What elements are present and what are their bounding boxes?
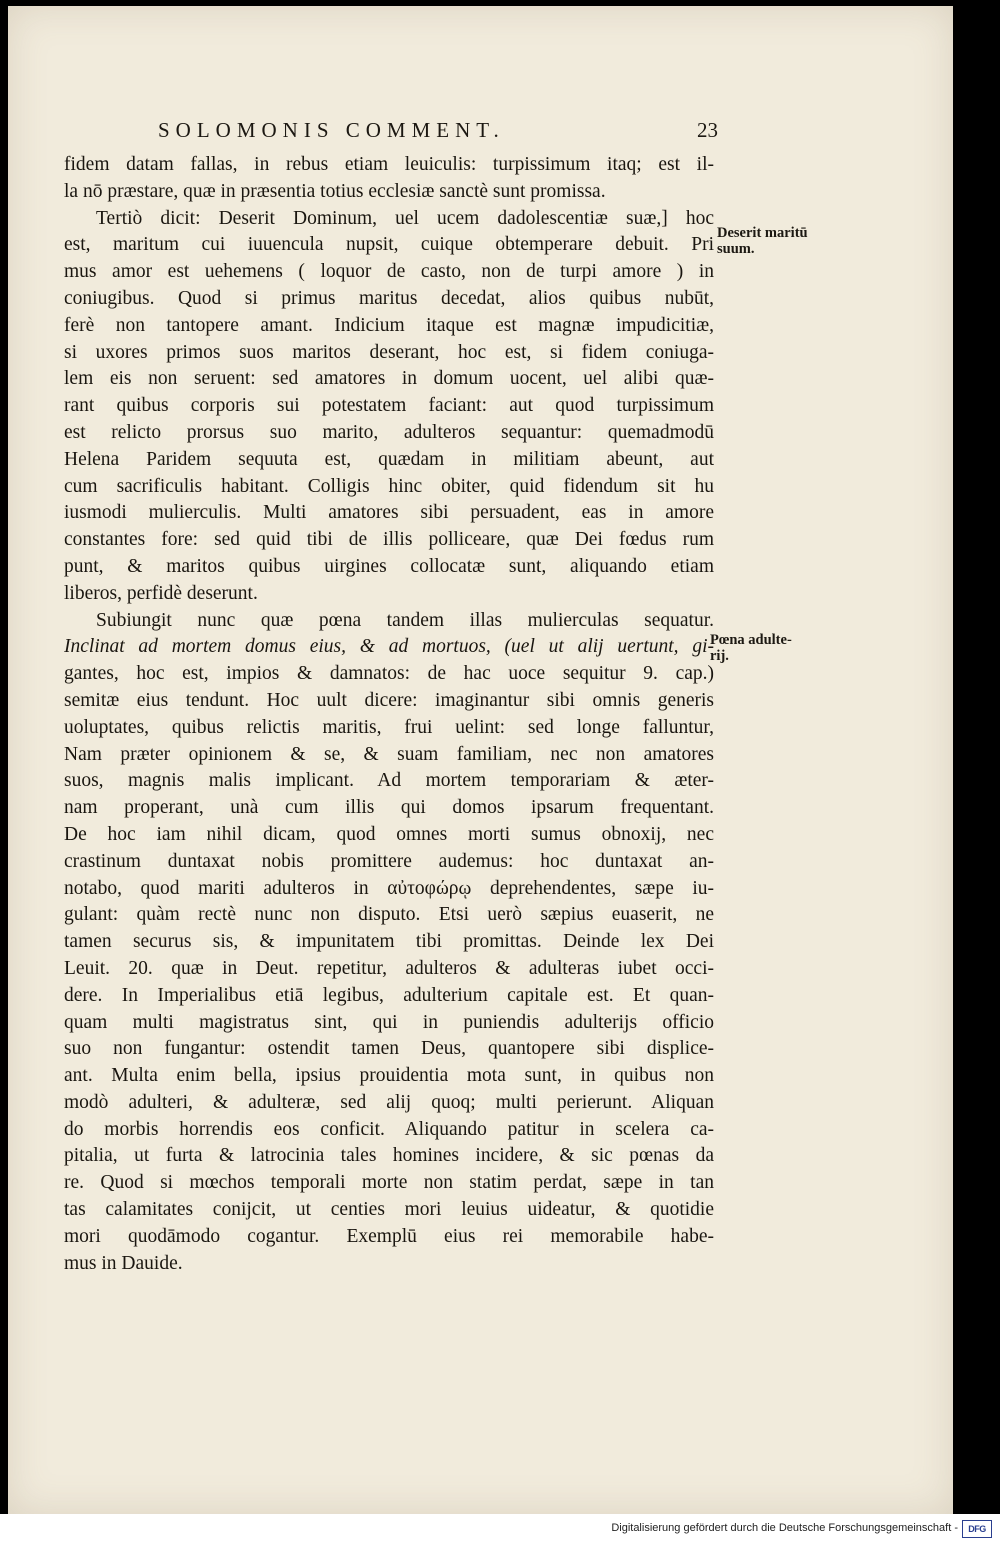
text-line: punt, & maritos quibus uirgines collocatæ sunt, aliquando etiam — [64, 555, 714, 577]
margin-note-line: Pœna adulte- — [710, 632, 792, 648]
text-line: crastinum duntaxat nobis promittere audemus: hoc duntaxat an- — [64, 850, 714, 872]
text-line: Inclinat ad mortem domus eius, & ad mortuos, (uel ut alij uertunt, gi- — [64, 636, 714, 658]
dfg-logo: DFG — [962, 1520, 992, 1538]
text-line: uoluptates, quibus relictis maritis, frui uelint: sed longe falluntur, — [64, 716, 714, 738]
margin-note-line: suum. — [717, 241, 755, 257]
text-line: est relicto prorsus suo marito, adulteros sequantur: quemadmodū — [64, 421, 714, 443]
book-page — [8, 6, 953, 1514]
funding-credit: Digitalisierung gefördert durch die Deutsche Forschungsgemeinschaft - — [611, 1522, 958, 1534]
text-line: modò adulteri, & adulteræ, sed alij quoq; multi perierunt. Aliquan — [64, 1091, 714, 1113]
text-line: suo non fungantur: ostendit tamen Deus, quantopere sibi displice- — [64, 1038, 714, 1060]
text-line: si uxores primos suos maritos deserant, hoc est, si fidem coniuga- — [64, 341, 714, 363]
text-line: mus in Dauide. — [64, 1252, 183, 1274]
text-line: mori quodāmodo cogantur. Exemplū eius rei memorabile habe- — [64, 1225, 714, 1247]
text-line: dere. In Imperialibus etiā legibus, adulterium capitale est. Et quan- — [64, 984, 714, 1006]
text-line: gulant: quàm rectè nunc non disputo. Etsi uerò sæpius euaserit, ne — [64, 904, 714, 926]
text-line: ant. Multa enim bella, ipsius prouidentia mota sunt, in quibus non — [64, 1065, 714, 1087]
margin-note-line: Deserit maritū — [717, 225, 808, 241]
running-title: SOLOMONIS COMMENT. — [158, 118, 505, 142]
text-line: De hoc iam nihil dicam, quod omnes morti sumus obnoxij, nec — [64, 823, 714, 845]
margin-note-line: rij. — [710, 648, 729, 664]
text-line: quam multi magistratus sint, qui in puniendis adulterijs officio — [64, 1011, 714, 1033]
text-line: ferè non tantopere amant. Indicium itaque est magnæ impudicitiæ, — [64, 314, 714, 336]
text-line: la nō præstare, quæ in præsentia totius ecclesiæ sanctè sunt promissa. — [64, 180, 606, 202]
text-line: gantes, hoc est, impios & damnatos: de hac uoce sequitur 9. cap.) — [64, 663, 714, 685]
text-line: cum sacrificulis habitant. Colligis hinc obiter, quid fidendum sit hu — [64, 475, 714, 497]
footer-bar — [0, 1514, 1000, 1543]
page-header — [158, 118, 718, 148]
text-line: Helena Paridem sequuta est, quædam in militiam abeunt, aut — [64, 448, 714, 470]
text-line: rant quibus corporis sui potestatem faciant: aut quod turpissimum — [64, 395, 714, 417]
text-line: Nam præter opinionem & se, & suam familiam, nec non amatores — [64, 743, 714, 765]
text-line: pitalia, ut furta & latrocinia tales homines incidere, & sic pœnas da — [64, 1145, 714, 1167]
text-line: notabo, quod mariti adulteros in αὐτοφώρῳ deprehendentes, sæpe iu- — [64, 877, 714, 899]
page-number: 23 — [697, 118, 718, 142]
margin-note-poena — [710, 632, 792, 664]
text-line: fidem datam fallas, in rebus etiam leuiculis: turpissimum itaq; est il- — [64, 154, 714, 175]
text-line: mus amor est uehemens ( loquor de casto, non de turpi amore ) in — [64, 261, 714, 283]
text-line: Leuit. 20. quæ in Deut. repetitur, adulteros & adulteras iubet occi- — [64, 957, 714, 979]
body-text — [64, 152, 714, 1277]
text-line: Subiungit nunc quæ pœna tandem illas mulierculas sequatur. — [96, 609, 714, 631]
text-line: tamen securus sis, & impunitatem tibi promittas. Deinde lex Dei — [64, 931, 714, 953]
text-line: constantes fore: sed quid tibi de illis polliceare, quæ Dei fœdus rum — [64, 529, 714, 551]
text-line: coniugibus. Quod si primus maritus decedat, alios quibus nubūt, — [64, 287, 714, 309]
text-line: lem eis non seruent: sed amatores in domum uocent, uel alibi quæ- — [64, 368, 714, 390]
text-line: re. Quod si mœchos temporali morte non statim perdat, sæpe in tan — [64, 1172, 714, 1194]
text-line: suos, magnis malis implicant. Ad mortem temporariam & æter- — [64, 770, 714, 792]
text-line: est, maritum cui iuuencula nupsit, cuique obtemperare debuit. Pri — [64, 234, 714, 256]
text-line: tas calamitates conijcit, ut centies mori leuius uideatur, & quotidie — [64, 1199, 714, 1221]
text-line: Tertiò dicit: Deserit Dominum, uel ucem dadolescentiæ suæ,] hoc — [96, 207, 714, 229]
margin-note-deserit — [717, 225, 808, 257]
text-line: nam properant, unà cum illis qui domos ipsarum frequentant. — [64, 797, 714, 819]
text-line: semitæ eius tendunt. Hoc uult dicere: imaginantur sibi omnis generis — [64, 689, 714, 711]
text-line: iusmodi mulierculis. Multi amatores sibi persuadent, eas in amore — [64, 502, 714, 524]
text-line: do morbis horrendis eos conficit. Aliquando patitur in scelera ca- — [64, 1118, 714, 1140]
text-line: liberos, perfidè deserunt. — [64, 582, 258, 604]
